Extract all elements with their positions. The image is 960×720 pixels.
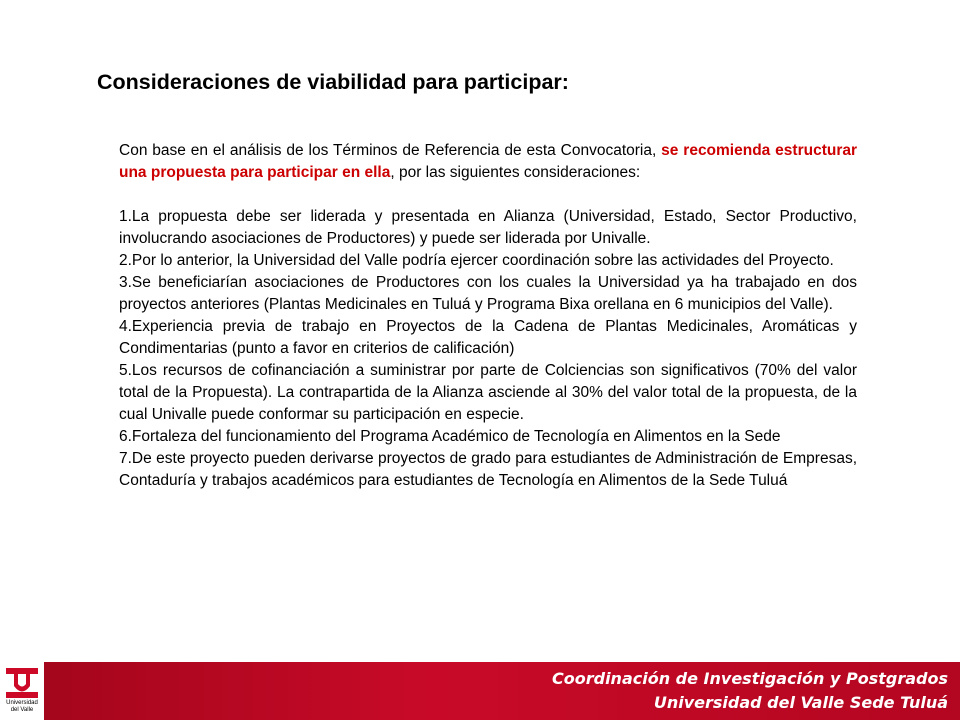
consideration-item-2: 2.Por lo anterior, la Universidad del Valle podría ejercer coordinación sobre las actividades del Proyecto. — [119, 252, 834, 269]
intro-highlight: se recomienda estructurar una propuesta para participar en ella — [119, 142, 858, 181]
intro-text-before: Con base en el análisis de los Términos de Referencia de esta Convocatoria, — [119, 142, 662, 159]
consideration-item-6: 6.Fortaleza del funcionamiento del Programa Académico de Tecnología en Alimentos en la Sede — [119, 428, 781, 445]
intro-paragraph — [119, 140, 857, 184]
consideration-item-7: 7.De este proyecto pueden derivarse proyectos de grado para estudiantes de Administración de Empresas, Contaduría y trabajos académicos para estudiantes de Tecnología en Alimentos de la Sede Tuluá — [119, 450, 857, 489]
univalle-logo — [0, 662, 44, 720]
univalle-logo-text — [2, 700, 42, 714]
consideration-item-1: 1.La propuesta debe ser liderada y presentada en Alianza (Universidad, Estado, Sector Productivo, involucrando asociaciones de Productores) y puede ser liderada por Univalle. — [119, 208, 857, 247]
slide-body — [119, 140, 857, 492]
consideration-item-3: 3.Se beneficiarían asociaciones de Productores con los cuales la Universidad ya ha trabajado en dos proyectos anteriores (Plantas Medicinales en Tuluá y Programa Bixa orellana en 6 municipios del Valle). — [119, 274, 857, 313]
footer-university-text: Universidad del Valle Sede Tuluá — [653, 693, 948, 712]
logo-text-line-2: del Valle — [10, 707, 34, 713]
logo-text-line-1: Universidad — [6, 700, 38, 706]
footer-band — [0, 662, 960, 720]
univalle-logo-icon — [4, 666, 40, 700]
consideration-item-4: 4.Experiencia previa de trabajo en Proyectos de la Cadena de Plantas Medicinales, Aromáticas y Condimentarias (punto a favor en criterios de calificación) — [119, 318, 857, 357]
footer-coordination-text: Coordinación de Investigación y Postgrados — [552, 669, 948, 688]
slide-title: Consideraciones de viabilidad para participar: — [97, 70, 569, 94]
intro-text-after: , por las siguientes consideraciones: — [390, 164, 641, 181]
consideration-item-5: 5.Los recursos de cofinanciación a suministrar por parte de Colciencias son significativos (70% del valor total de la Propuesta). La contrapartida de la Alianza asciende al 30% del valor total de la propuesta, de la cual Univalle puede conformar su participación en especie. — [119, 362, 857, 423]
